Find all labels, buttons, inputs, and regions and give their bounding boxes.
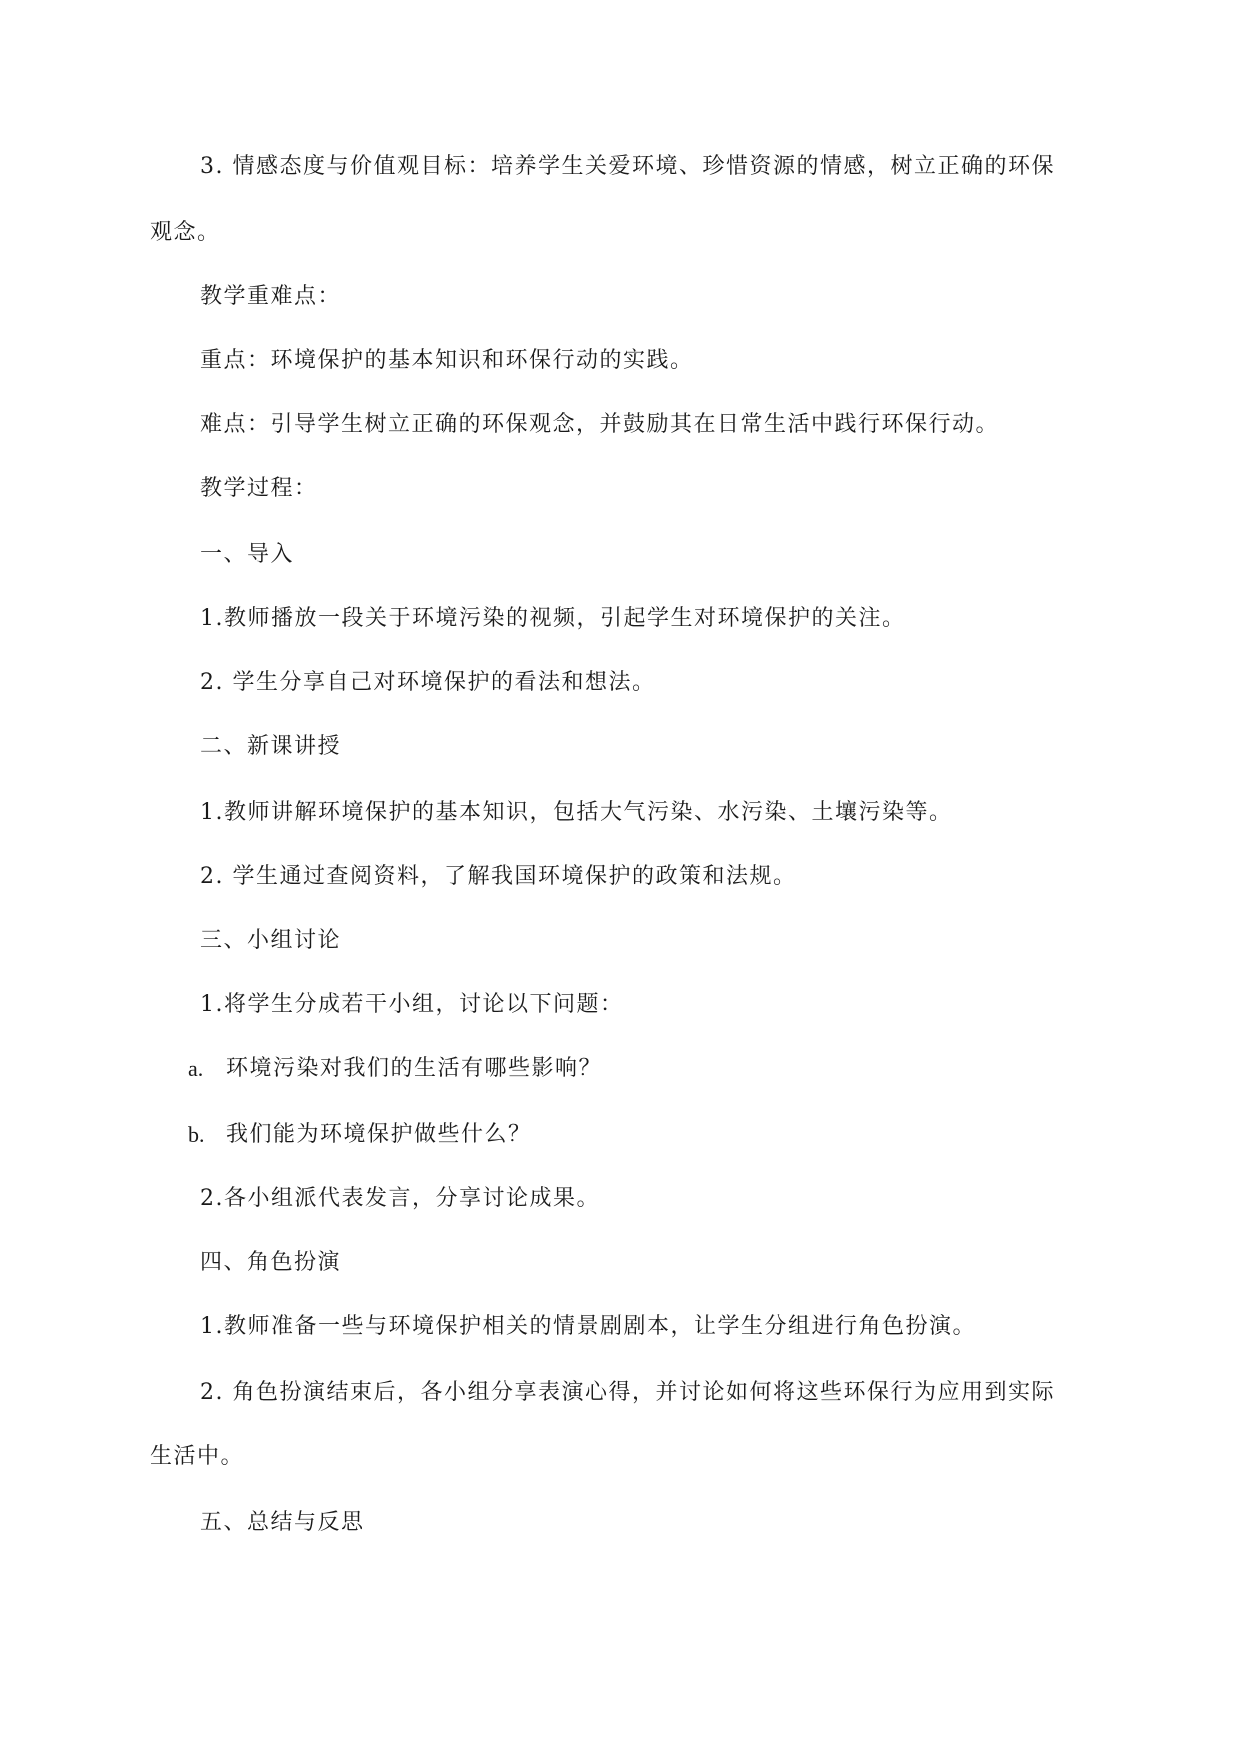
list-marker-a: a. bbox=[188, 1056, 204, 1081]
section4-item2-line1: 2. 角色扮演结束后，各小组分享表演心得，并讨论如何将这些环保行为应用到实际 bbox=[200, 1380, 1055, 1405]
section1-heading: 一、导入 bbox=[200, 542, 295, 567]
goal3-paragraph-line2: 观念。 bbox=[150, 220, 221, 245]
section1-item1: 1.教师播放一段关于环境污染的视频，引起学生对环境保护的关注。 bbox=[200, 606, 906, 631]
section3-sub-b: 我们能为环境保护做些什么？ bbox=[226, 1122, 532, 1147]
section2-heading: 二、新课讲授 bbox=[200, 734, 342, 759]
section1-item2: 2. 学生分享自己对环境保护的看法和想法。 bbox=[200, 670, 656, 695]
section3-heading: 三、小组讨论 bbox=[200, 928, 342, 953]
section4-item2-line2: 生活中。 bbox=[150, 1444, 245, 1469]
key-point-paragraph: 重点：环境保护的基本知识和环保行动的实践。 bbox=[200, 348, 694, 373]
list-marker-b: b. bbox=[188, 1122, 205, 1147]
section3-item2: 2.各小组派代表发言，分享讨论成果。 bbox=[200, 1186, 600, 1211]
difficulty-paragraph: 难点：引导学生树立正确的环保观念，并鼓励其在日常生活中践行环保行动。 bbox=[200, 412, 1000, 437]
goal3-paragraph-line1: 3. 情感态度与价值观目标：培养学生关爱环境、珍惜资源的情感，树立正确的环保 bbox=[200, 154, 1055, 179]
key-points-heading: 教学重难点： bbox=[200, 284, 342, 309]
section3-item1: 1.将学生分成若干小组，讨论以下问题： bbox=[200, 992, 624, 1017]
section5-heading: 五、总结与反思 bbox=[200, 1510, 365, 1535]
section2-item1: 1.教师讲解环境保护的基本知识，包括大气污染、水污染、土壤污染等。 bbox=[200, 800, 953, 825]
section3-sub-a: 环境污染对我们的生活有哪些影响？ bbox=[226, 1056, 603, 1081]
process-heading: 教学过程： bbox=[200, 476, 318, 501]
section4-heading: 四、角色扮演 bbox=[200, 1250, 342, 1275]
section4-item1: 1.教师准备一些与环境保护相关的情景剧剧本，让学生分组进行角色扮演。 bbox=[200, 1314, 976, 1339]
section2-item2: 2. 学生通过查阅资料，了解我国环境保护的政策和法规。 bbox=[200, 864, 797, 889]
